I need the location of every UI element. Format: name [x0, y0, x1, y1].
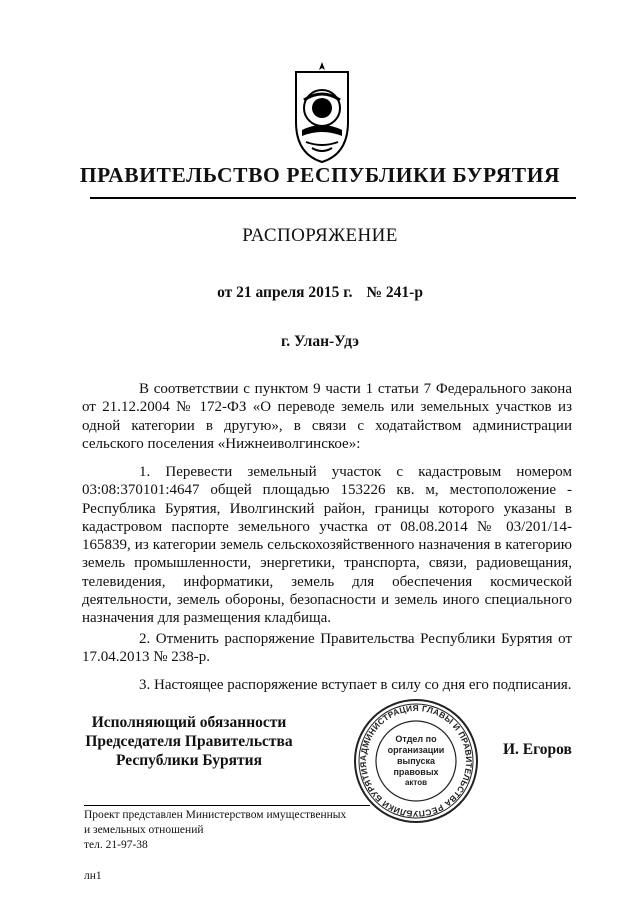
stamp-ring-text: АДМИНИСТРАЦИЯ ГЛАВЫ И ПРАВИТЕЛЬСТВА РЕСПУБЛИКИ БУРЯТИЯ	[357, 702, 475, 820]
republic-emblem-icon	[292, 58, 352, 166]
official-stamp-icon	[352, 697, 480, 825]
stamp-line-3: выпуска	[397, 756, 435, 766]
intro-paragraph: В соответствии с пунктом 9 части 1 статьи 7 Федерального закона от 21.12.2004 № 172-ФЗ «О переводе земель или земельных участков из одной категории в другую», в связи с ходатайством администрации сельского поселения «Нижнеиволгинское»:	[82, 381, 572, 452]
signatory-position	[84, 713, 294, 770]
document-date: от 21 апреля 2015 г.	[217, 284, 353, 301]
footnote-line-1: Проект представлен Министерством имущественных	[84, 809, 347, 821]
position-line-2: Председателя Правительства	[85, 733, 293, 750]
position-line-1: Исполняющий обязанности	[91, 714, 287, 731]
stamp-line-2: организации	[387, 745, 445, 755]
item-1-paragraph: 1. Перевести земельный участок с кадастровым номером 03:08:370101:4647 общей площадью 153226 кв. м, местоположение - Республика Бурятия, Иволгинский район, границы которого указаны в кадастровом паспорте земельного участка от 08.08.2014 № 03/201/14-165839, из категории земель сельскохозяйственного назначения в категорию земель промышленности, энергетики, транспорта, связи, радиовещания, телевидения, информатики, земель для обеспечения космической деятельности, земель обороны, безопасности и земель иного специального назначения для размещения кладбища.	[82, 464, 572, 627]
footnote-divider	[84, 805, 370, 806]
signatory-name: И. Егоров	[503, 741, 572, 758]
footnote-phone: тел. 21-97-38	[84, 839, 148, 851]
date-line	[0, 284, 640, 302]
document-city: г. Улан-Удэ	[280, 333, 359, 350]
footnote	[84, 808, 346, 853]
government-title: ПРАВИТЕЛЬСТВО РЕСПУБЛИКИ БУРЯТИЯ	[79, 163, 561, 187]
document-number: № 241-р	[366, 284, 423, 301]
position-line-3: Республики Бурятия	[116, 752, 262, 769]
document-code: лн1	[84, 870, 102, 882]
stamp-line-5: актов	[404, 778, 428, 787]
item-2-paragraph: 2. Отменить распоряжение Правительства Республики Бурятия от 17.04.2013 № 238-р.	[82, 631, 572, 666]
header-divider	[90, 197, 576, 199]
document-type: РАСПОРЯЖЕНИЕ	[242, 225, 398, 246]
footnote-line-2: и земельных отношений	[84, 824, 204, 836]
stamp-line-1: Отдел по	[395, 734, 437, 744]
item-3-paragraph: 3. Настоящее распоряжение вступает в силу со дня его подписания.	[139, 677, 572, 693]
stamp-line-4: правовых	[393, 767, 439, 777]
